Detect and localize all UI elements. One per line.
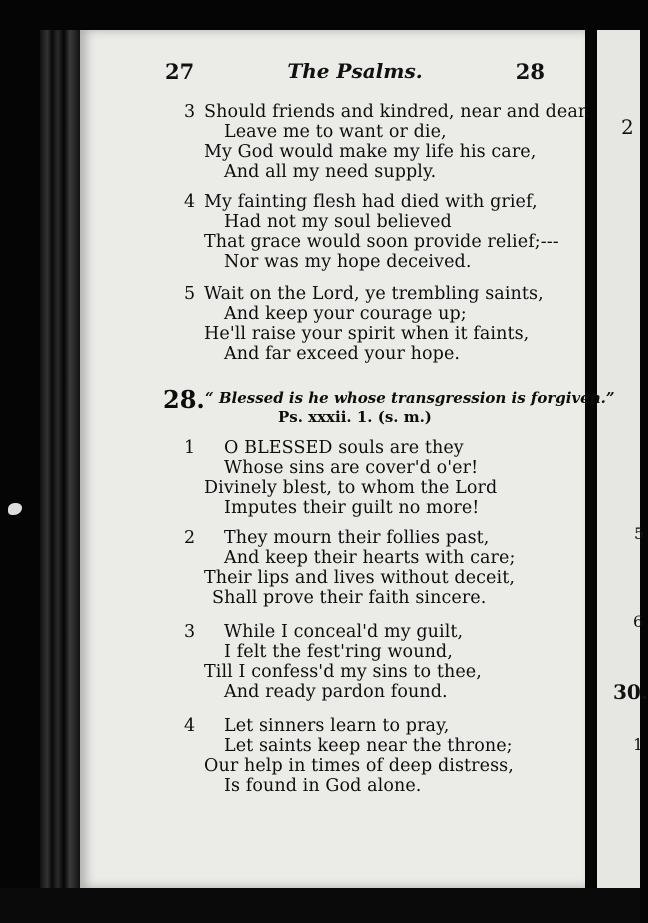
verse-line: Nor was my hope deceived. bbox=[224, 252, 472, 272]
page-header bbox=[165, 59, 545, 87]
stanza-number: 4 bbox=[184, 192, 196, 212]
next-page-fragment: 5 bbox=[634, 524, 645, 543]
verse-line: And all my need supply. bbox=[224, 162, 437, 182]
verse-line: Divinely blest, to whom the Lord bbox=[204, 478, 498, 498]
verse-line: Imputes their guilt no more! bbox=[224, 498, 480, 518]
verse-line: Let sinners learn to pray, bbox=[224, 716, 450, 736]
stanza-number: 3 bbox=[184, 102, 196, 122]
next-page-edge bbox=[597, 30, 648, 888]
verse-line: And far exceed your hope. bbox=[224, 344, 461, 364]
next-page-fragment: 30. bbox=[613, 680, 648, 704]
verse-line: He'll raise your spirit when it faints, bbox=[204, 324, 530, 344]
next-page-fragment: 2 bbox=[621, 115, 634, 139]
psalm-number: 28. bbox=[163, 385, 205, 414]
verse-line: They mourn their follies past, bbox=[224, 528, 490, 548]
verse-line: Shall prove their faith sincere. bbox=[212, 588, 487, 608]
scan-border bbox=[0, 888, 640, 923]
verse-line: Had not my soul believed bbox=[224, 212, 452, 232]
verse-line: I felt the fest'ring wound, bbox=[224, 642, 453, 662]
stanza-number: 2 bbox=[184, 528, 196, 548]
verse-line: While I conceal'd my guilt, bbox=[224, 622, 464, 642]
verse-line: And keep your courage up; bbox=[224, 304, 467, 324]
verse-line: Let saints keep near the throne; bbox=[224, 736, 513, 756]
verse-line: Our help in times of deep distress, bbox=[204, 756, 514, 776]
psalm-epigraph: “ Blessed is he whose transgression is forgiven.” bbox=[205, 389, 615, 407]
stanza-number: 5 bbox=[184, 284, 196, 304]
next-page-fragment: 1 bbox=[633, 735, 644, 754]
verse-line: Their lips and lives without deceit, bbox=[204, 568, 516, 588]
stanza-number: 3 bbox=[184, 622, 196, 642]
stanza-number: 4 bbox=[184, 716, 196, 736]
verse-line: Should friends and kindred, near and dear, bbox=[204, 102, 591, 122]
stanza-number: 1 bbox=[184, 438, 196, 458]
verse-line: And keep their hearts with care; bbox=[224, 548, 516, 568]
right-page-number: 28 bbox=[515, 59, 545, 84]
book-spine bbox=[40, 30, 80, 890]
verse-line: Till I confess'd my sins to thee, bbox=[204, 662, 482, 682]
verse-line: Wait on the Lord, ye trembling saints, bbox=[204, 284, 544, 304]
verse-line: Is found in God alone. bbox=[224, 776, 422, 796]
verse-line: My fainting flesh had died with grief, bbox=[204, 192, 538, 212]
scan-blot bbox=[8, 503, 22, 515]
verse-line: And ready pardon found. bbox=[224, 682, 448, 702]
next-page-fragment: 6 bbox=[633, 612, 644, 631]
scripture-reference: Ps. xxxii. 1. (s. m.) bbox=[278, 408, 432, 426]
verse-line: My God would make my life his care, bbox=[204, 142, 537, 162]
verse-line: O BLESSED souls are they bbox=[224, 438, 464, 458]
verse-line: Whose sins are cover'd o'er! bbox=[224, 458, 479, 478]
verse-line: That grace would soon provide relief;--- bbox=[204, 232, 559, 252]
running-title: The Psalms. bbox=[287, 59, 423, 83]
verse-line: Leave me to want or die, bbox=[224, 122, 447, 142]
left-page-number: 27 bbox=[165, 59, 195, 84]
